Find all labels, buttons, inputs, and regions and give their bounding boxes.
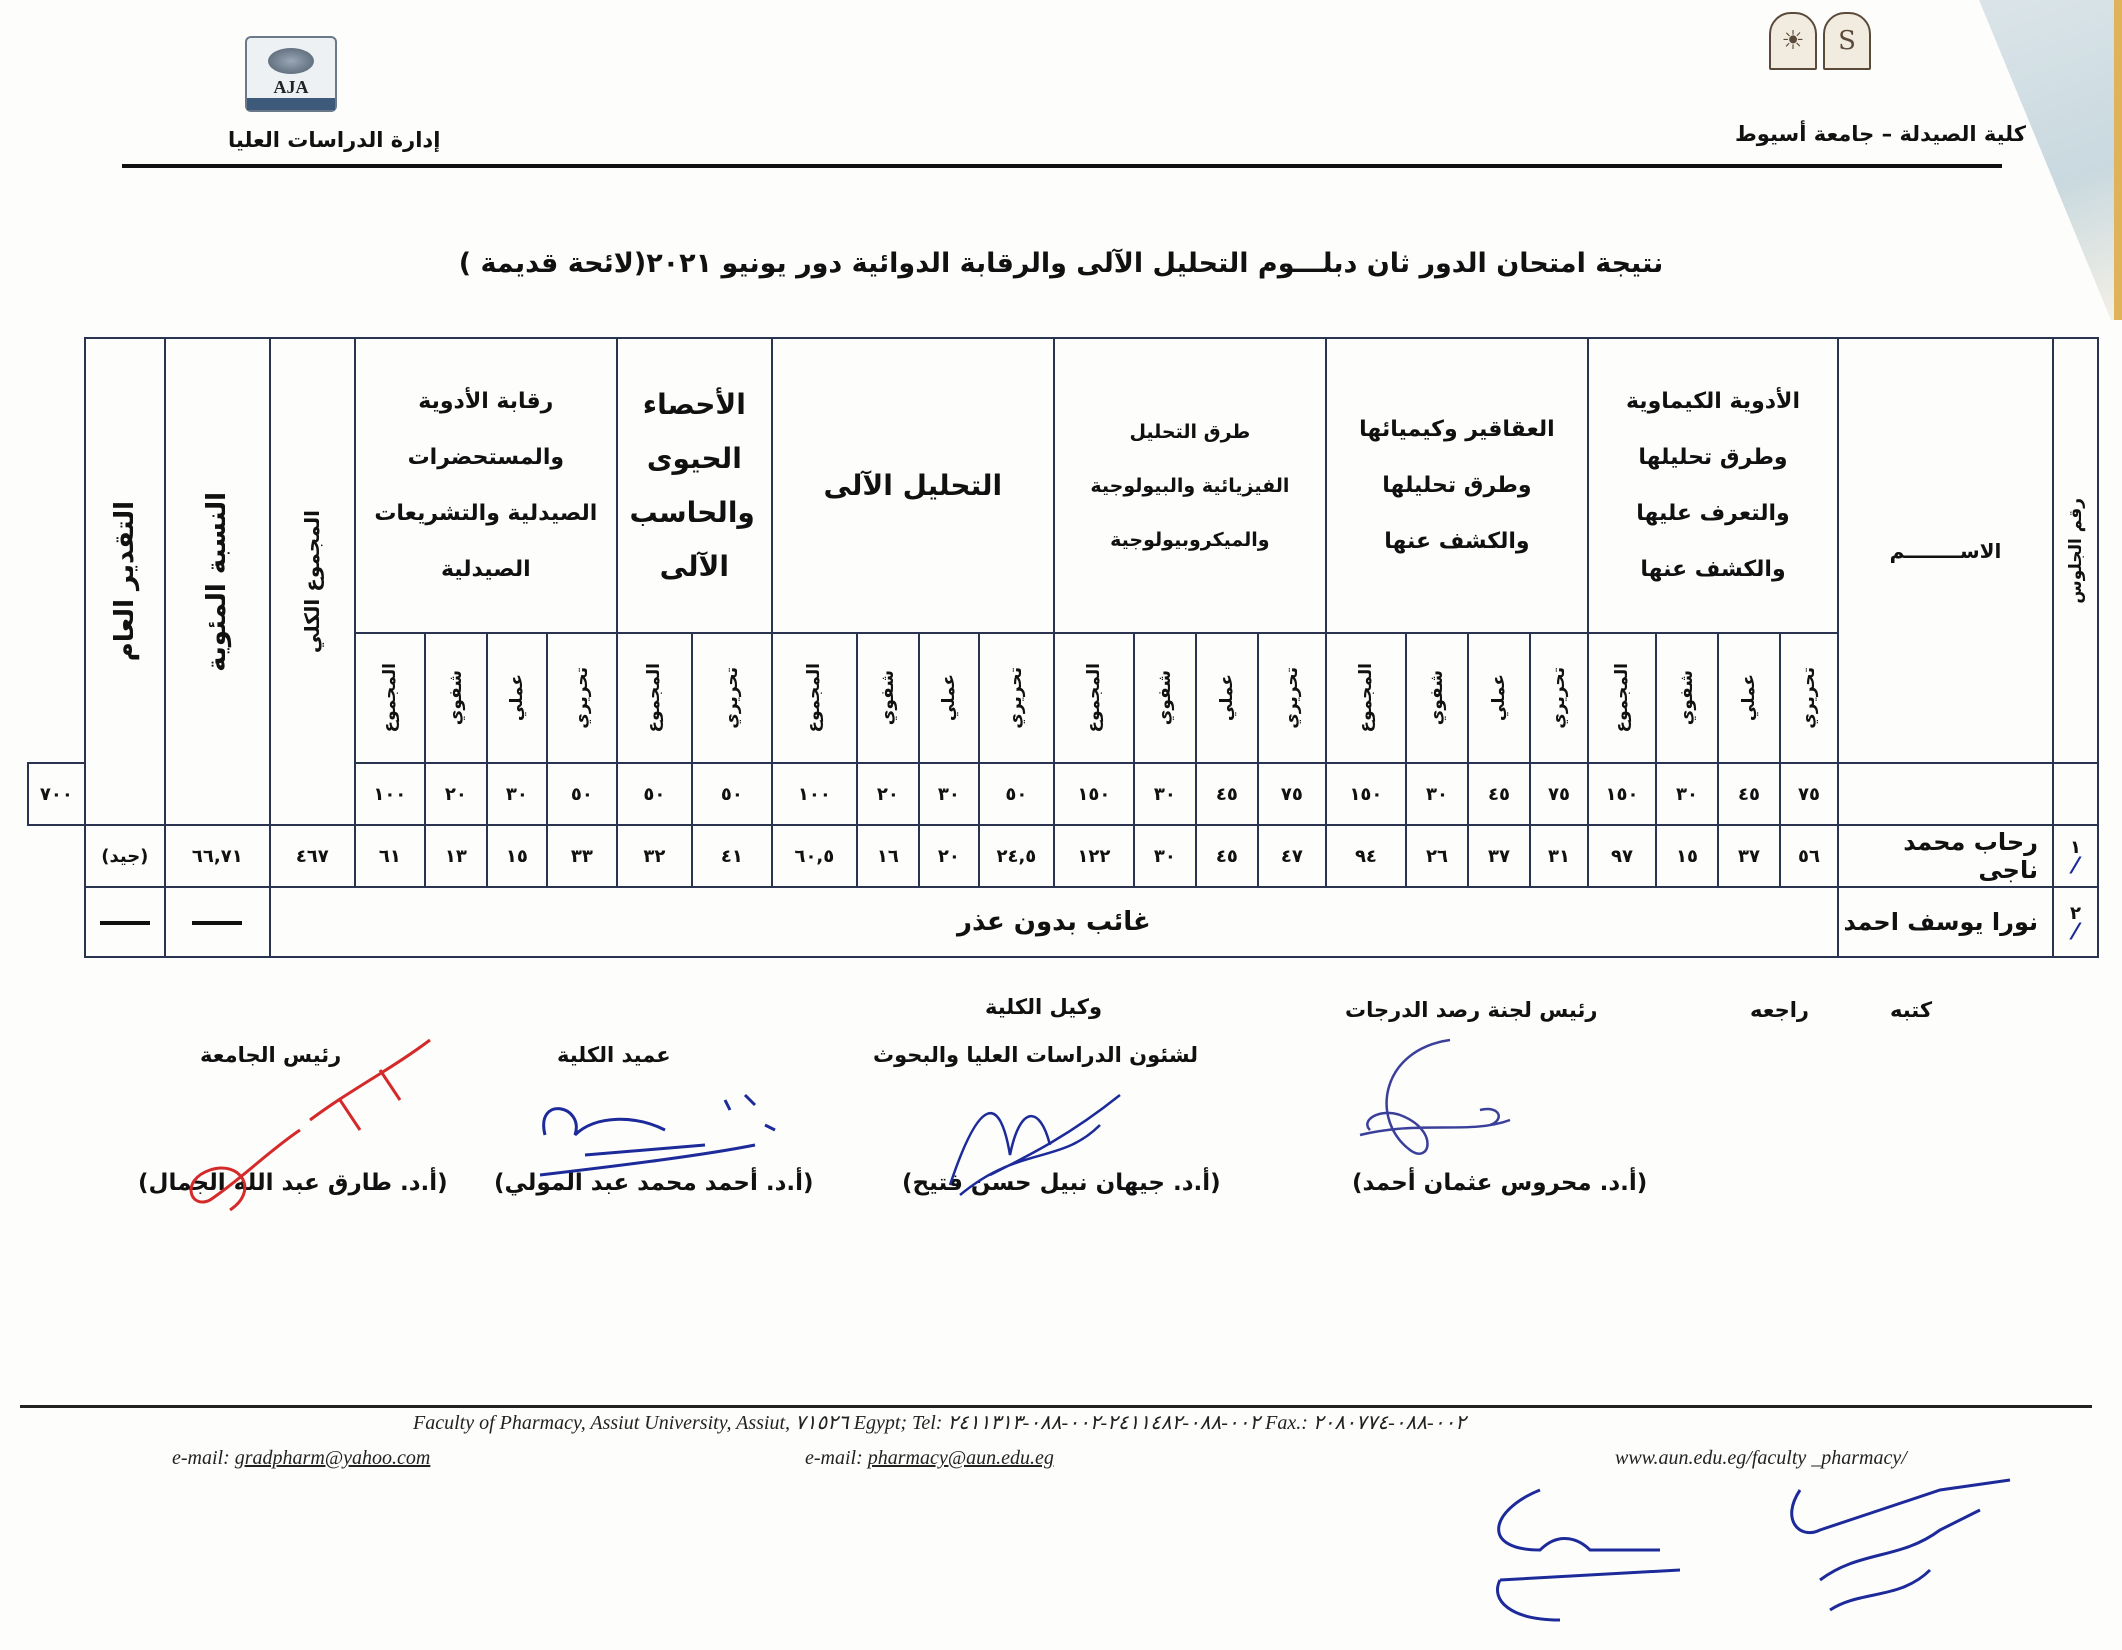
- student-name: رحاب محمد ناجى: [1838, 825, 2053, 887]
- score-cell: ١٥: [487, 825, 547, 887]
- absence-status: غائب بدون عذر: [270, 887, 1838, 957]
- max-mark: ٣٠: [1656, 763, 1718, 825]
- score-cell: ٦١: [355, 825, 425, 887]
- component-header: تحريري: [1780, 633, 1838, 763]
- footer-email-2: e-mail: pharmacy@aun.edu.eg: [805, 1447, 1054, 1469]
- max-mark: ٣٠: [919, 763, 979, 825]
- component-header: شفوي: [1406, 633, 1468, 763]
- max-mark: ٧٥: [1780, 763, 1838, 825]
- max-mark: ٥٠: [692, 763, 772, 825]
- max-mark: ٣٠: [1134, 763, 1196, 825]
- grading-committee-head-name: (أ.د. محروس عثمان أحمد): [1352, 1170, 1648, 1196]
- signature-dean-icon: [525, 1075, 785, 1185]
- name-header: الاســــــــم: [1838, 338, 2053, 763]
- vice-dean-role: لشئون الدراسات العليا والبحوث: [873, 1043, 1199, 1067]
- component-header: تحريري: [1530, 633, 1588, 763]
- dean-name: (أ.د. أحمد محمد عبد المولي): [494, 1170, 814, 1196]
- results-table: [27, 337, 2099, 958]
- score-cell: ٢٦: [1406, 825, 1468, 887]
- component-header: عملي: [487, 633, 547, 763]
- component-header: المجموع: [617, 633, 692, 763]
- dean-label: عميد الكلية: [557, 1043, 671, 1067]
- score-cell: ٢٠: [919, 825, 979, 887]
- grade-header: التقدير العام: [85, 338, 165, 825]
- footer-address: Faculty of Pharmacy, Assiut University, Assiut, ٧١٥٢٦ Egypt; Tel: ٠٠٢-٠٨٨-٢٤١١٤٨٢-٠٠٢-٠٨٨-٢٤١١٣١٣ Fax.: ٠٠٢-٠٨٨-٢٠٨٠٧٧٤: [413, 1412, 1466, 1434]
- dash-icon: [192, 921, 242, 925]
- university-logo: [1745, 12, 1895, 82]
- percent-score: ٦٦,٧١: [165, 825, 270, 887]
- percent-header: النسبة المئوية: [165, 338, 270, 825]
- max-mark: ٥٠: [547, 763, 617, 825]
- score-cell: ١٥: [1656, 825, 1718, 887]
- university-emblem-icon: ☀: [1769, 12, 1817, 70]
- score-cell: ٣٧: [1718, 825, 1780, 887]
- vice-dean-title: وكيل الكلية: [985, 995, 1103, 1019]
- seat-number: ٢ ⁄: [2053, 887, 2098, 957]
- score-cell: ١٣: [425, 825, 487, 887]
- total-header: المجموع الكلي: [270, 338, 355, 825]
- subject-header-4: التحليل الآلى: [772, 338, 1054, 633]
- email-link-gradpharm[interactable]: gradpharm@yahoo.com: [234, 1447, 431, 1469]
- score-cell: ٤١: [692, 825, 772, 887]
- student-name: نورا يوسف احمد: [1838, 887, 2053, 957]
- written-by-label: كتبه: [1890, 998, 1933, 1022]
- component-header: عملي: [1468, 633, 1530, 763]
- university-president-label: رئيس الجامعة: [200, 1043, 342, 1067]
- page-title: نتيجة امتحان الدور ثان دبلـــوم التحليل الآلى والرقابة الدوائية دور يونيو ٢٠٢١(لائحة قديمة ): [458, 248, 1664, 279]
- grading-committee-head-label: رئيس لجنة رصد الدرجات: [1345, 998, 1598, 1022]
- subject-header-2: العقاقير وكيميائها وطرق تحليلها والكشف عنها: [1326, 338, 1588, 633]
- score-cell: ١٢٢: [1054, 825, 1134, 887]
- max-mark: ٤٥: [1718, 763, 1780, 825]
- max-mark: ٧٥: [1258, 763, 1326, 825]
- max-mark: ٥٠: [617, 763, 692, 825]
- score-cell: ٣٧: [1468, 825, 1530, 887]
- header-rule: [122, 164, 2002, 168]
- component-header: تحريري: [692, 633, 772, 763]
- signature-committee-head-icon: [1340, 1020, 1580, 1170]
- max-mark: ٤٥: [1196, 763, 1258, 825]
- pharmacy-emblem-icon: S: [1823, 12, 1871, 70]
- checkmark-icon: ⁄: [2073, 853, 2078, 879]
- score-cell: ١٦: [857, 825, 919, 887]
- component-header: عملي: [919, 633, 979, 763]
- footer-email-1: e-mail: gradpharm@yahoo.com: [172, 1447, 431, 1469]
- signature-president-icon: [150, 1030, 440, 1220]
- reviewed-by-label: راجعه: [1750, 998, 1810, 1022]
- max-mark: ٣٠: [487, 763, 547, 825]
- component-header: عملي: [1718, 633, 1780, 763]
- max-mark: ٤٥: [1468, 763, 1530, 825]
- globe-icon: [268, 48, 314, 74]
- component-header: المجموع: [772, 633, 857, 763]
- department-name: إدارة الدراسات العليا: [228, 128, 441, 152]
- score-cell: ٩٧: [1588, 825, 1656, 887]
- max-mark: ١٥٠: [1054, 763, 1134, 825]
- component-header: تحريري: [547, 633, 617, 763]
- component-header: تحريري: [1258, 633, 1326, 763]
- max-mark: ١٥٠: [1326, 763, 1406, 825]
- logo-band: [247, 98, 335, 110]
- max-mark: ٢٠: [425, 763, 487, 825]
- score-cell: ٣٢: [617, 825, 692, 887]
- subject-header-3: طرق التحليل الفيزيائية والبيولوجية والميكروبيولوجية: [1054, 338, 1326, 633]
- component-header: تحريري: [979, 633, 1054, 763]
- max-mark: ٣٠: [1406, 763, 1468, 825]
- footer-rule: [20, 1405, 2092, 1408]
- seat-number: ١ ⁄: [2053, 825, 2098, 887]
- component-header: شفوي: [857, 633, 919, 763]
- grade-cell: (جيد): [85, 825, 165, 887]
- score-cell: ٣١: [1530, 825, 1588, 887]
- bottom-handwritten-notes-icon: [1480, 1470, 2040, 1640]
- score-cell: ٥٦: [1780, 825, 1838, 887]
- score-cell: ٩٤: [1326, 825, 1406, 887]
- aja-logo: [245, 36, 337, 112]
- website-link[interactable]: www.aun.edu.eg/faculty _pharmacy/: [1615, 1447, 1907, 1469]
- component-header: المجموع: [1054, 633, 1134, 763]
- max-mark: ٧٥: [1530, 763, 1588, 825]
- signature-vice-dean-icon: [930, 1075, 1150, 1205]
- max-mark: ٢٠: [857, 763, 919, 825]
- total-score: ٤٦٧: [270, 825, 355, 887]
- logo-text: AJA: [273, 77, 309, 97]
- score-cell: ٢٤,٥: [979, 825, 1054, 887]
- dash-icon: [100, 921, 150, 925]
- max-mark: ١٥٠: [1588, 763, 1656, 825]
- max-total: ٧٠٠: [28, 763, 85, 825]
- email-link-pharmacy[interactable]: pharmacy@aun.edu.eg: [867, 1447, 1054, 1469]
- checkmark-icon: ⁄: [2073, 919, 2078, 945]
- component-header: شفوي: [425, 633, 487, 763]
- score-cell: ٤٥: [1196, 825, 1258, 887]
- empty-cell: [2053, 763, 2098, 825]
- subject-header-row: [28, 338, 2098, 633]
- score-cell: ٦٠,٥: [772, 825, 857, 887]
- max-mark: ١٠٠: [355, 763, 425, 825]
- component-header: المجموع: [355, 633, 425, 763]
- percent-score: [165, 887, 270, 957]
- max-mark: ٥٠: [979, 763, 1054, 825]
- component-header: شفوي: [1134, 633, 1196, 763]
- seat-header: رقم الجلوس: [2053, 338, 2098, 763]
- score-cell: ٤٧: [1258, 825, 1326, 887]
- component-header: عملي: [1196, 633, 1258, 763]
- score-cell: ٣٠: [1134, 825, 1196, 887]
- table-row: [28, 825, 2098, 887]
- max-mark: ١٠٠: [772, 763, 857, 825]
- subject-header-5: الأحصاء الحيوى والحاسب الآلى: [617, 338, 772, 633]
- component-header: المجموع: [1326, 633, 1406, 763]
- component-header: شفوي: [1656, 633, 1718, 763]
- score-cell: ٣٣: [547, 825, 617, 887]
- institution-name: كلية الصيدلة – جامعة أسيوط: [1735, 122, 2026, 146]
- grade-cell: [85, 887, 165, 957]
- subject-header-1: الأدوية الكيماوية وطرق تحليلها والتعرف عليها والكشف عنها: [1588, 338, 1838, 633]
- subject-header-6: رقابة الأدوية والمستحضرات الصيدلية والتشريعات الصيدلية: [355, 338, 617, 633]
- university-president-name: (أ.د. طارق عبد الله الجمال): [138, 1170, 448, 1196]
- vice-dean-name: (أ.د. جيهان نبيل حسن فتيح): [902, 1170, 1221, 1196]
- component-header: المجموع: [1588, 633, 1656, 763]
- empty-cell: [1838, 763, 2053, 825]
- table-row: [28, 887, 2098, 957]
